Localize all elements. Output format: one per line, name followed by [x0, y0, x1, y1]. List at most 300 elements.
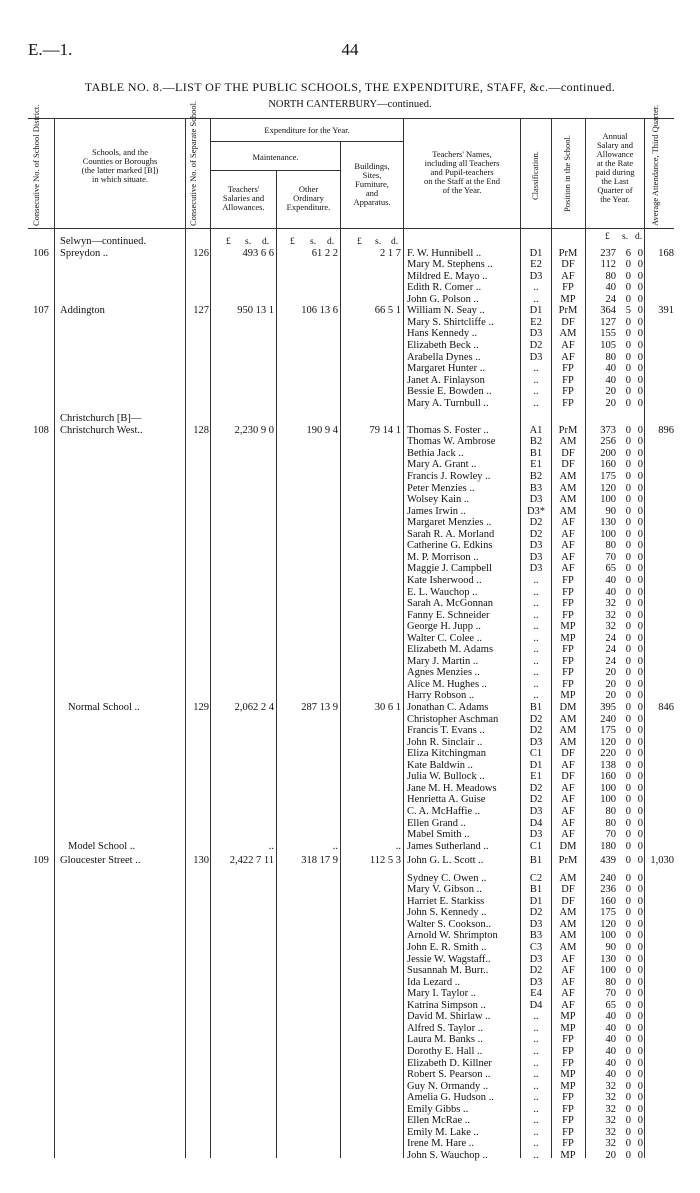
- salary-shillings: 0: [625, 586, 631, 598]
- salary-pounds: 32: [605, 1092, 616, 1104]
- salary-pence: 0: [637, 1126, 643, 1138]
- salary-pounds: 112: [600, 259, 616, 271]
- classification: D3: [529, 328, 543, 340]
- table-subtitle: NORTH CANTERBURY—continued.: [268, 99, 432, 110]
- teacher-name: William N. Seay ..: [407, 305, 485, 317]
- teacher-name: Mildred E. Mayo ..: [407, 270, 488, 282]
- unit-pound: £: [226, 237, 231, 247]
- position-in-school: FP: [562, 1138, 574, 1150]
- salary-shillings: 0: [625, 644, 631, 656]
- position-in-school: AM: [559, 328, 577, 340]
- teacher-name: Arabella Dynes ..: [407, 351, 481, 363]
- salary-pence: 0: [637, 247, 643, 259]
- salary-pounds: 40: [605, 374, 616, 386]
- salary-pounds: 40: [605, 1045, 616, 1057]
- position-in-school: AM: [559, 907, 577, 919]
- salary-pounds: 32: [605, 609, 616, 621]
- salary-pounds: 395: [600, 702, 616, 713]
- classification: D3: [529, 270, 543, 282]
- position-in-school: AF: [561, 817, 575, 829]
- teacher-name: Ellen Grand ..: [407, 817, 466, 829]
- salary-pence: 0: [637, 829, 643, 841]
- teacher-name: Walter C. Colee ..: [407, 632, 482, 644]
- salary-pence: 0: [637, 817, 643, 829]
- salary-shillings: 0: [625, 829, 631, 841]
- salary-pence: 0: [637, 976, 643, 988]
- separate-school-number: 129: [193, 702, 209, 713]
- header-other-expenditure: Other Ordinary Expenditure.: [286, 184, 331, 212]
- school-name: Selwyn—continued.: [60, 236, 147, 247]
- column-rule: [403, 118, 404, 1158]
- classification: B1: [529, 447, 543, 459]
- separate-school-number: 130: [193, 855, 209, 867]
- position-in-school: FP: [562, 363, 574, 375]
- teacher-name: Elizabeth M. Adams: [407, 644, 494, 656]
- page-number: 44: [341, 40, 359, 59]
- salary-shillings: 0: [625, 471, 631, 482]
- salary-pounds: 127: [600, 316, 616, 328]
- salary-pence: 0: [637, 621, 643, 633]
- salary-pounds: 130: [600, 953, 616, 965]
- teacher-name: Bethia Jack ..: [407, 447, 464, 459]
- salary-shillings: 0: [625, 771, 631, 783]
- salary-shillings: 0: [625, 551, 631, 563]
- salary-pence: 0: [637, 713, 643, 725]
- separate-school-number: 126: [193, 247, 209, 259]
- salary-shillings: 0: [625, 895, 631, 907]
- salary-pounds: 364: [600, 305, 616, 317]
- salary-pounds: 175: [600, 907, 616, 919]
- salary-pounds: 65: [605, 999, 616, 1011]
- teacher-name: Fanny E. Schneider: [407, 609, 490, 621]
- salary-pounds: 40: [605, 1069, 616, 1081]
- salary-pence: 0: [637, 528, 643, 540]
- average-attendance: 1,030: [650, 855, 674, 867]
- teacher-name: John R. Sinclair ..: [407, 736, 483, 748]
- position-in-school: DF: [561, 316, 575, 328]
- classification: D3: [529, 563, 543, 575]
- district-number: 107: [33, 305, 49, 317]
- column-rule: [276, 170, 277, 1158]
- teacher-name: Thomas S. Foster ..: [407, 424, 489, 436]
- classification: ..: [533, 293, 539, 305]
- position-in-school: MP: [560, 1011, 576, 1023]
- position-in-school: DF: [561, 895, 575, 907]
- teacher-name: David M. Shirlaw ..: [407, 1011, 491, 1023]
- salary-pence: 0: [637, 918, 643, 930]
- salary-pence: 0: [637, 459, 643, 471]
- position-in-school: FP: [562, 586, 574, 598]
- salary-pounds: 240: [600, 713, 616, 725]
- salary-shillings: 0: [625, 667, 631, 679]
- classification: ..: [533, 632, 539, 644]
- teacher-name: Peter Menzies ..: [407, 482, 475, 494]
- salary-shillings: 0: [625, 386, 631, 398]
- school-name: Gloucester Street ..: [60, 855, 141, 867]
- average-attendance: 846: [658, 702, 674, 713]
- salary-shillings: 0: [625, 540, 631, 552]
- classification: ..: [533, 678, 539, 690]
- salary-pounds: 155: [600, 328, 616, 340]
- teacher-name: Dorothy E. Hall ..: [407, 1045, 483, 1057]
- teacher-name: Agnes Menzies ..: [407, 667, 480, 679]
- classification: ..: [533, 1092, 539, 1104]
- salary-pence: 0: [637, 1103, 643, 1115]
- classification: D3: [529, 918, 543, 930]
- teacher-name: Henrietta A. Guise: [407, 794, 486, 806]
- other-expenditure-amount: 287 13 9: [301, 702, 338, 713]
- position-in-school: FP: [562, 598, 574, 610]
- classification: D3: [529, 976, 543, 988]
- teacher-name: Walter S. Cookson..: [407, 918, 492, 930]
- header-separate-no: Consecutive No. of Separate School.: [188, 100, 198, 226]
- salary-pounds: 256: [600, 436, 616, 448]
- teacher-name: Katrina Simpson ..: [407, 999, 486, 1011]
- position-in-school: FP: [562, 1115, 574, 1127]
- column-rule: [520, 118, 521, 1158]
- classification: ..: [533, 1022, 539, 1034]
- salary-pounds: 160: [600, 895, 616, 907]
- teacher-name: Mary A. Turnbull ..: [407, 397, 489, 409]
- header-salaries: Teachers' Salaries and Allowances.: [222, 184, 265, 212]
- salary-shillings: 0: [625, 1080, 631, 1092]
- salary-shillings: 0: [625, 1022, 631, 1034]
- header-attendance: Average Attendance, Third Quarter.: [650, 104, 660, 226]
- salary-pounds: 180: [600, 840, 616, 852]
- position-in-school: AM: [559, 482, 577, 494]
- classification: ..: [533, 1057, 539, 1069]
- classification: ..: [533, 1011, 539, 1023]
- separate-school-number: 127: [193, 305, 209, 317]
- salary-shillings: 0: [625, 872, 631, 884]
- salary-shillings: 0: [625, 397, 631, 409]
- salary-pounds: 70: [605, 829, 616, 841]
- salary-pounds: 32: [605, 598, 616, 610]
- position-in-school: MP: [560, 1149, 576, 1161]
- salaries-amount: 493 6 6: [242, 247, 274, 259]
- salary-shillings: 0: [625, 884, 631, 896]
- salary-pounds: 220: [600, 748, 616, 760]
- salary-pounds: 70: [605, 551, 616, 563]
- teacher-name: Mary A. Grant ..: [407, 459, 477, 471]
- teacher-name: Mabel Smith ..: [407, 829, 470, 841]
- classification: ..: [533, 667, 539, 679]
- teacher-name: Mary I. Taylor ..: [407, 988, 477, 1000]
- header-maintenance: Maintenance.: [252, 152, 299, 162]
- position-in-school: AF: [561, 270, 575, 282]
- salary-pence: 0: [637, 884, 643, 896]
- salary-pounds: 80: [605, 976, 616, 988]
- salary-pounds: 175: [600, 471, 616, 482]
- salary-pence: 0: [637, 563, 643, 575]
- classification: B2: [529, 436, 543, 448]
- position-in-school: FP: [562, 655, 574, 667]
- salary-pence: 0: [637, 702, 643, 713]
- buildings-amount: 30 6 1: [374, 702, 401, 713]
- salary-pounds: 20: [605, 690, 616, 702]
- teacher-name: Mary J. Martin ..: [407, 655, 479, 667]
- position-in-school: AM: [559, 494, 577, 506]
- position-in-school: PrM: [558, 855, 578, 867]
- salary-shillings: 0: [625, 447, 631, 459]
- salary-pounds: 90: [605, 942, 616, 953]
- teacher-name: Mary S. Shirtcliffe ..: [407, 316, 494, 328]
- classification: ..: [533, 1103, 539, 1115]
- teacher-name: Ida Lezard ..: [407, 976, 461, 988]
- salary-shillings: 0: [625, 259, 631, 271]
- classification: D3: [529, 736, 543, 748]
- salary-pence: 0: [637, 598, 643, 610]
- classification: D3*: [526, 505, 546, 517]
- salary-shillings: 0: [625, 609, 631, 621]
- header-teachers-names: Teachers' Names, including all Teachers and Pupil-teachers on the Staff at the End of the Year.: [423, 149, 501, 195]
- teacher-name: Kate Isherwood ..: [407, 574, 482, 586]
- average-attendance: 391: [658, 305, 674, 317]
- salary-pence: 0: [637, 505, 643, 517]
- position-in-school: FP: [562, 1103, 574, 1115]
- teacher-name: F. W. Hunnibell ..: [407, 247, 482, 259]
- salaries-amount: 2,230 9 0: [234, 424, 274, 436]
- teacher-name: Hans Kennedy ..: [407, 328, 477, 340]
- teacher-name: Robert S. Pearson ..: [407, 1069, 491, 1081]
- expenditure-rule: [210, 141, 403, 142]
- classification: B1: [529, 855, 543, 867]
- teacher-name: Christopher Aschman: [407, 713, 499, 725]
- salary-shillings: 0: [625, 563, 631, 575]
- classification: D3: [529, 540, 543, 552]
- salary-pence: 0: [637, 540, 643, 552]
- classification: ..: [533, 282, 539, 294]
- salary-pounds: 40: [605, 282, 616, 294]
- position-in-school: FP: [562, 574, 574, 586]
- teacher-name: Emily M. Lake ..: [407, 1126, 479, 1138]
- salary-shillings: 0: [625, 598, 631, 610]
- other-expenditure-amount: 190 9 4: [306, 424, 338, 436]
- salary-pounds: 40: [605, 1011, 616, 1023]
- salary-shillings: 0: [625, 1045, 631, 1057]
- teacher-name: John G. Polson ..: [407, 293, 479, 305]
- salary-pence: 0: [637, 771, 643, 783]
- salary-pence: 0: [637, 1011, 643, 1023]
- other-expenditure-amount: 61 2 2: [311, 247, 338, 259]
- average-attendance: 896: [658, 424, 674, 436]
- salary-pounds: 20: [605, 667, 616, 679]
- school-name: Addington: [60, 305, 105, 317]
- salaries-amount: 2,062 2 4: [234, 702, 274, 713]
- buildings-amount: 66 5 1: [374, 305, 401, 317]
- teacher-name: Susannah M. Burr..: [407, 965, 489, 977]
- classification: ..: [533, 1149, 539, 1161]
- unit-shillings: s.: [375, 237, 382, 247]
- salary-pence: 0: [637, 1080, 643, 1092]
- salary-shillings: 0: [625, 725, 631, 737]
- salary-shillings: 0: [625, 351, 631, 363]
- classification: B1: [529, 702, 543, 713]
- salaries-amount: 2,422 7 11: [229, 855, 274, 867]
- position-in-school: DF: [561, 771, 575, 783]
- classification: ..: [533, 609, 539, 621]
- salary-pence: 0: [637, 436, 643, 448]
- salary-pence: 0: [637, 574, 643, 586]
- salary-pence: 0: [637, 690, 643, 702]
- position-in-school: FP: [562, 667, 574, 679]
- position-in-school: AF: [561, 829, 575, 841]
- salary-pence: 0: [637, 736, 643, 748]
- school-name: Normal School ..: [68, 702, 140, 713]
- salary-pence: 0: [637, 667, 643, 679]
- position-in-school: DF: [561, 459, 575, 471]
- teacher-name: Wolsey Kain ..: [407, 494, 470, 506]
- salary-pounds: 240: [600, 872, 616, 884]
- salary-pence: 0: [637, 1092, 643, 1104]
- unit-shillings: s.: [245, 237, 252, 247]
- maintenance-rule: [210, 170, 340, 171]
- classification: ..: [533, 1069, 539, 1081]
- classification: E2: [530, 259, 542, 271]
- classification: C1: [529, 748, 543, 760]
- header-annual-salary: Annual Salary and Allowance at the Rate paid during the Last Quarter of the Year.: [595, 131, 635, 204]
- classification: A1: [529, 424, 543, 436]
- position-in-school: AF: [561, 794, 575, 806]
- salary-pounds: 70: [605, 988, 616, 1000]
- position-in-school: FP: [562, 1045, 574, 1057]
- position-in-school: AF: [561, 759, 575, 771]
- salary-shillings: 0: [625, 805, 631, 817]
- position-in-school: AM: [559, 872, 577, 884]
- teacher-name: Arnold W. Shrimpton: [407, 930, 498, 942]
- classification: ..: [533, 598, 539, 610]
- other-expenditure-amount: 106 13 6: [301, 305, 338, 317]
- teacher-name: Sydney C. Owen ..: [407, 872, 487, 884]
- position-in-school: FP: [562, 282, 574, 294]
- classification: C1: [529, 840, 543, 852]
- classification: D2: [529, 782, 543, 794]
- position-in-school: PrM: [558, 424, 578, 436]
- classification: ..: [533, 690, 539, 702]
- salary-pounds: 80: [605, 817, 616, 829]
- teacher-name: Ellen McRae ..: [407, 1115, 470, 1127]
- salary-pounds: 138: [600, 759, 616, 771]
- salary-pounds: 80: [605, 540, 616, 552]
- salary-pence: 0: [637, 644, 643, 656]
- salary-pence: 0: [637, 282, 643, 294]
- teacher-name: Francis J. Rowley ..: [407, 471, 491, 482]
- position-in-school: AM: [559, 725, 577, 737]
- salary-shillings: 0: [625, 1069, 631, 1081]
- header-position: Position in the School.: [562, 135, 572, 212]
- salary-pence: 0: [637, 328, 643, 340]
- position-in-school: DM: [559, 702, 577, 713]
- salary-pence: 0: [637, 471, 643, 482]
- salary-shillings: 0: [625, 1115, 631, 1127]
- teacher-name: Alfred S. Taylor ..: [407, 1022, 484, 1034]
- salary-pence: 0: [637, 930, 643, 942]
- other-expenditure-amount: ..: [332, 840, 338, 852]
- classification: ..: [533, 574, 539, 586]
- salary-pounds: 105: [600, 339, 616, 351]
- salary-shillings: 0: [625, 999, 631, 1011]
- position-in-school: PrM: [558, 305, 578, 317]
- salary-shillings: 0: [625, 655, 631, 667]
- salary-pounds: 40: [605, 1057, 616, 1069]
- classification: D2: [529, 339, 543, 351]
- teacher-name: Eliza Kitchingman: [407, 748, 487, 760]
- salary-shillings: 0: [625, 736, 631, 748]
- position-in-school: FP: [562, 397, 574, 409]
- classification: B3: [529, 930, 543, 942]
- district-number: 109: [33, 855, 49, 867]
- salary-pence: 0: [637, 339, 643, 351]
- classification: ..: [533, 655, 539, 667]
- position-in-school: DF: [561, 259, 575, 271]
- average-attendance: 168: [658, 247, 674, 259]
- position-in-school: AM: [559, 505, 577, 517]
- unit-pence: d.: [327, 237, 335, 247]
- salary-pence: 0: [637, 1045, 643, 1057]
- salary-shillings: 0: [625, 316, 631, 328]
- school-name: Christchurch [B]—: [60, 413, 142, 425]
- teacher-name: James Sutherland ..: [407, 840, 489, 852]
- position-in-school: FP: [562, 1126, 574, 1138]
- position-in-school: AF: [561, 339, 575, 351]
- classification: D2: [529, 713, 543, 725]
- salary-shillings: 0: [625, 794, 631, 806]
- header-expenditure: Expenditure for the Year.: [264, 125, 350, 135]
- classification: D3: [529, 829, 543, 841]
- salary-shillings: 0: [625, 817, 631, 829]
- teacher-name: M. P. Morrison ..: [407, 551, 479, 563]
- salary-pence: 0: [637, 895, 643, 907]
- salary-pence: 0: [637, 270, 643, 282]
- teacher-name: E. L. Wauchop ..: [407, 586, 478, 598]
- salary-pounds: 80: [605, 351, 616, 363]
- salary-shillings: 0: [625, 942, 631, 953]
- classification: D2: [529, 517, 543, 529]
- classification: C3: [529, 942, 543, 953]
- position-in-school: DF: [561, 884, 575, 896]
- salary-pounds: 373: [600, 424, 616, 436]
- teacher-name: Irene M. Hare ..: [407, 1138, 475, 1150]
- salary-pence: 0: [637, 482, 643, 494]
- salary-pence: 0: [637, 953, 643, 965]
- salary-shillings: 0: [625, 702, 631, 713]
- classification: D3: [529, 551, 543, 563]
- district-number: 108: [33, 424, 49, 436]
- position-in-school: MP: [560, 690, 576, 702]
- salary-pence: 0: [637, 351, 643, 363]
- position-in-school: FP: [562, 374, 574, 386]
- salary-pence: 0: [637, 872, 643, 884]
- salary-shillings: 0: [625, 459, 631, 471]
- classification: D1: [529, 247, 543, 259]
- salary-shillings: 0: [625, 1138, 631, 1150]
- classification: ..: [533, 644, 539, 656]
- teacher-name: John G. L. Scott ..: [407, 855, 484, 867]
- salary-shillings: 0: [625, 374, 631, 386]
- position-in-school: FP: [562, 386, 574, 398]
- salary-pounds: 120: [600, 736, 616, 748]
- classification: D1: [529, 759, 543, 771]
- salary-pence: 0: [637, 794, 643, 806]
- salary-pounds: 120: [600, 918, 616, 930]
- salary-pence: 0: [637, 609, 643, 621]
- salary-pounds: 40: [605, 574, 616, 586]
- salary-pence: 0: [637, 293, 643, 305]
- teacher-name: Francis T. Evans ..: [407, 725, 485, 737]
- classification: ..: [533, 1115, 539, 1127]
- buildings-amount: 112 5 3: [369, 855, 401, 867]
- salary-shillings: 0: [625, 1126, 631, 1138]
